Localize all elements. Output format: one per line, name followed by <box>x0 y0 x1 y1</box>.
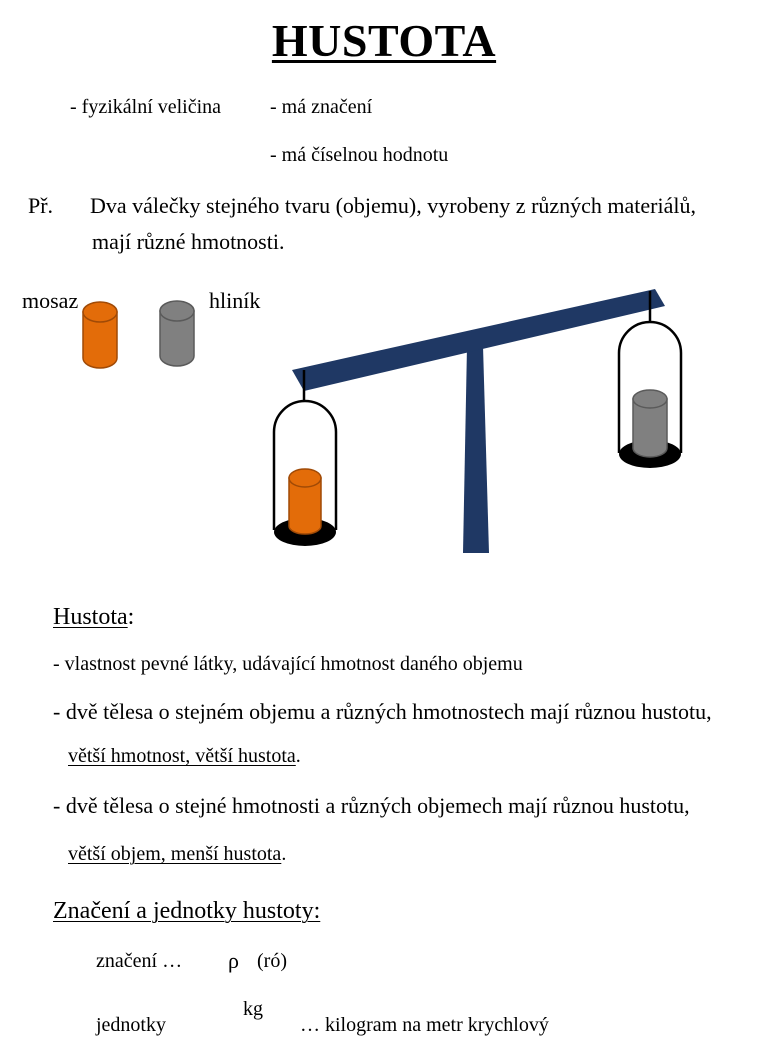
intro-left: - fyzikální veličina <box>70 96 222 118</box>
density-point-2-conclusion: větší hmotnost, větší hustota. <box>68 745 301 767</box>
units-description: … kilogram na metr krychlový <box>300 1014 549 1036</box>
symbol-label: značení … <box>96 950 183 972</box>
density-symbol-name: (ró) <box>257 950 287 972</box>
page-title: HUSTOTA <box>271 15 497 66</box>
density-point-3-conclusion: větší objem, menší hustota. <box>68 843 287 865</box>
left-pan <box>274 370 336 546</box>
example-line-2: mají různé hmotnosti. <box>92 229 285 254</box>
units-label: jednotky <box>96 1014 166 1036</box>
density-point-3: - dvě tělesa o stejné hmotnosti a různých objemech mají různou hustotu, <box>53 793 690 818</box>
label-aluminium: hliník <box>209 288 261 313</box>
intro-right-1: - má značení <box>270 96 373 118</box>
right-pan <box>619 291 681 468</box>
section-heading-units: Značení a jednotky hustoty: <box>53 898 321 924</box>
brass-cylinder <box>83 302 117 368</box>
intro-right-2: - má číselnou hodnotu <box>270 144 449 166</box>
example-line-1: Dva válečky stejného tvaru (objemu), vyrobeny z různých materiálů, <box>90 193 696 218</box>
density-point-2: - dvě tělesa o stejném objemu a různých hmotnostech mají různou hustotu, <box>53 699 712 724</box>
aluminium-cylinder <box>160 301 194 366</box>
balance-stand <box>463 346 489 553</box>
label-brass: mosaz <box>22 288 79 313</box>
example-label: Př. <box>28 193 54 218</box>
units-fraction-numerator: kg <box>243 998 263 1020</box>
density-symbol: ρ <box>228 948 239 973</box>
section-heading-density: Hustota: <box>53 604 135 630</box>
density-point-1: - vlastnost pevné látky, udávající hmotnost daného objemu <box>53 653 523 675</box>
